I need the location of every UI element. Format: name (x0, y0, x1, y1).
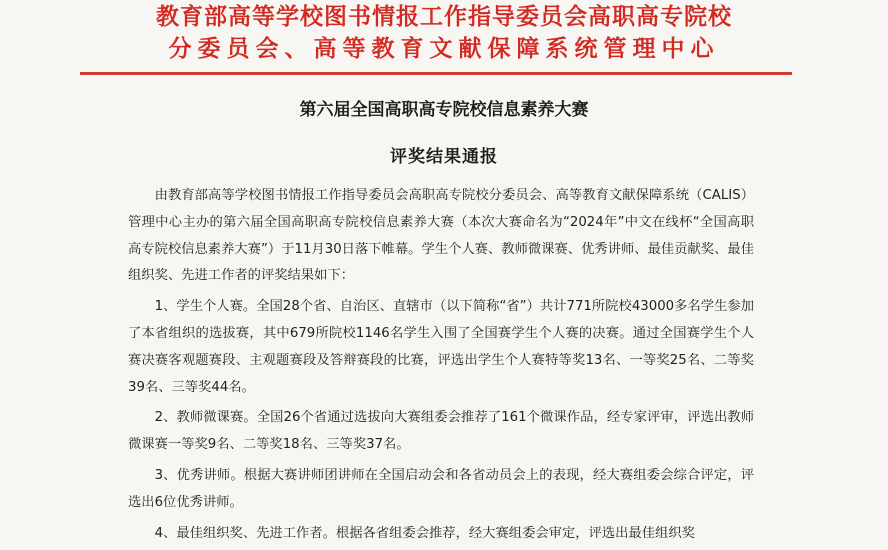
document-body (128, 183, 754, 550)
paragraph-excellent-lecturer: 3、优秀讲师。根据大赛讲师团讲师在全国启动会和各省动员会上的表现，经大赛组委会综合评定，评选出6位优秀讲师。 (128, 467, 754, 510)
paragraph-student-contest: 1、学生个人赛。全国28个省、自治区、直辖市（以下简称“省”）共计771所院校43000多名学生参加了本省组织的选拔赛，其中679所院校1146名学生入围了全国赛学生个人赛的决赛。通过全国赛学生个人赛决赛客观题赛段、主观题赛段及答辩赛段的比赛，评选出学生个人赛特等奖13名、一等奖25名、二等奖39名、三等奖44名。 (128, 299, 754, 395)
issuer-line-2: 分委员会、高等教育文献保障系统管理中心 (168, 35, 720, 62)
paragraph-teacher-microlesson: 2、教师微课赛。全国26个省通过选拔向大赛组委会推荐了161个微课作品，经专家评审，评选出教师微课赛一等奖9名、二等奖18名、三等奖37名。 (128, 410, 754, 453)
issuer-line-1: 教育部高等学校图书情报工作指导委员会高职高专院校 (156, 3, 732, 30)
document-title: 第六届全国高职高专院校信息素养大赛 (299, 100, 589, 120)
paragraph-organization-award: 4、最佳组织奖、先进工作者。根据各省组委会推荐，经大赛组委会审定，评选出最佳组织奖 (154, 525, 695, 541)
paragraph-intro: 由教育部高等学校图书情报工作指导委员会高职高专院校分委员会、高等教育文献保障系统（CALIS）管理中心主办的第六届全国高职高专院校信息素养大赛（本次大赛命名为“2024年”中文在线杯“全国高职高专院校信息素养大赛”）于11月30日落下帷幕。学生个人赛、教师微课赛、优秀讲师、最佳贡献奖、最佳组织奖、先进工作者的评奖结果如下： (128, 188, 754, 284)
header-divider (80, 72, 792, 75)
document-subtitle: 评奖结果通报 (390, 147, 498, 167)
